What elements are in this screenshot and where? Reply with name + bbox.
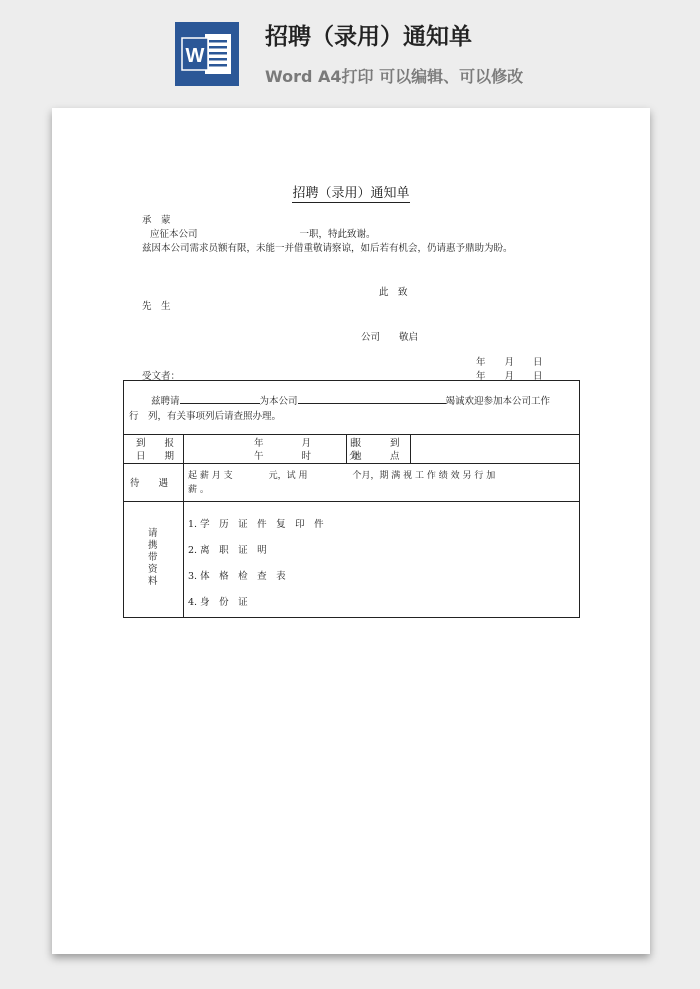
materials-label-2: 携 (148, 540, 158, 551)
material-item: 3. 体 格 检 查 表 (188, 571, 286, 582)
page-title: 招聘（录用）通知单 (265, 24, 472, 50)
word-icon (175, 22, 239, 86)
page-subtitle: Word A4打印 可以编辑、可以修改 (265, 67, 524, 86)
receive-date: 年 月 日 (476, 371, 543, 382)
company-signature: 公司 敬启 (361, 332, 419, 343)
svg-text:W: W (185, 45, 205, 67)
applied-position-line: 应征本公司 一职，特此致谢。 (150, 229, 376, 240)
report-place-label-1: 报 到 (352, 438, 400, 449)
report-date-label-2: 日 期 (136, 451, 175, 462)
recipient-label: 受文者： (142, 371, 181, 382)
report-date-value-2: 午 时 分 (254, 451, 359, 462)
report-place-label-2: 地 点 (352, 451, 400, 462)
report-date-label-1: 到 报 (136, 438, 175, 449)
document-title: 招聘（录用）通知单 (292, 186, 410, 201)
intro-line: 兹聘请 为本公司 竭诚欢迎参加本公司工作 (151, 393, 550, 407)
document-page (52, 108, 650, 954)
regret-line: 兹因本公司需求员额有限，未能一并借重敬请察谅，如后若有机会，仍请惠予鼎助为盼。 (142, 243, 513, 254)
notice-table (123, 380, 580, 618)
material-item: 2. 离 职 证 明 (188, 545, 267, 556)
sign-date: 年 月 日 (476, 357, 543, 368)
report-date-value-1: 年 月 日 (254, 438, 359, 449)
material-item: 4. 身 份 证 (188, 597, 248, 608)
material-item: 1. 学 历 证 件 复 印 件 (188, 519, 324, 530)
treatment-line-2: 薪 。 (188, 485, 209, 495)
materials-label-5: 料 (148, 576, 158, 587)
treatment-label: 待 遇 (130, 478, 169, 489)
materials-label-3: 带 (148, 552, 158, 563)
treatment-line-1: 起 薪 月 支 元，试 用 个月，期 满 视 工 作 绩 效 另 行 加 (188, 471, 496, 481)
sir-text: 先 生 (142, 301, 171, 312)
regards-text: 此 致 (379, 287, 408, 298)
intro-line-2: 行 列，有关事项列后请查照办理。 (129, 411, 282, 422)
salutation: 承 蒙 (142, 215, 171, 226)
materials-label-4: 资 (148, 564, 158, 575)
materials-label-1: 请 (148, 528, 158, 539)
